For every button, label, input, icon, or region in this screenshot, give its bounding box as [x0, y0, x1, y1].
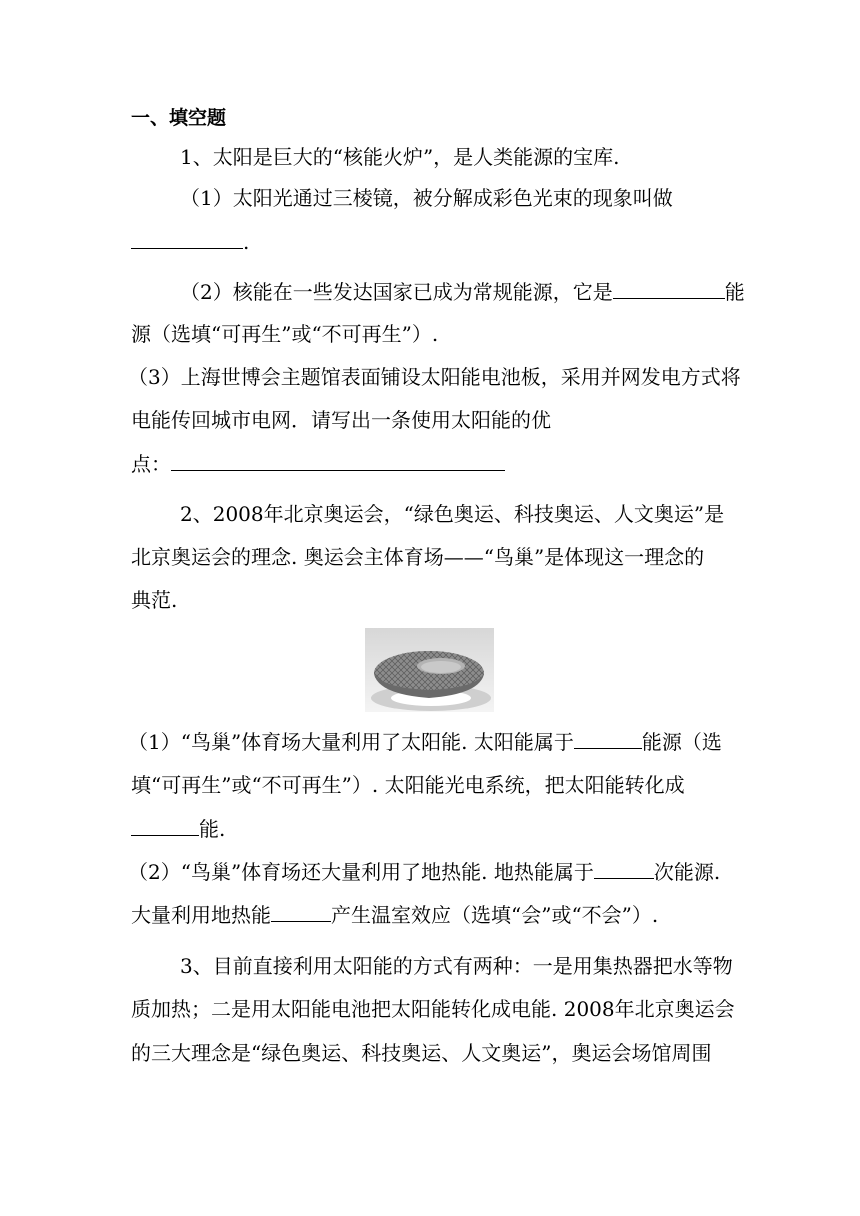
- section-title: 一、填空题: [131, 107, 227, 129]
- q1-part2-text: （2）核能在一些发达国家已成为常规能源，它是: [180, 280, 613, 304]
- q1-part2-line2: 源（选填“可再生”或“不可再生”）.: [131, 322, 439, 346]
- q2-part2-line2-text-end: 产生温室效应（选填“会”或“不会”）.: [331, 903, 659, 927]
- q2-part2-text-end: 次能源.: [653, 860, 721, 884]
- q1-part3-line1: （3）上海世博会主题馆表面铺设太阳能电池板，采用并网发电方式将: [128, 365, 741, 389]
- period-text: .: [243, 230, 250, 254]
- q2-line1: 2、2008年北京奥运会，“绿色奥运、科技奥运、人文奥运”是: [180, 502, 725, 526]
- answer-blank[interactable]: [613, 278, 725, 299]
- q1-part3-label: 点：: [131, 452, 171, 476]
- q2-part1-text: （1）“鸟巢”体育场大量利用了太阳能. 太阳能属于: [128, 730, 574, 754]
- q1-part3-line2: 电能传回城市电网．请写出一条使用太阳能的优: [131, 408, 551, 432]
- birds-nest-stadium-image: [365, 628, 494, 712]
- q1-part3-line3: [131, 450, 505, 478]
- q3-line2: 质加热；二是用太阳能电池把太阳能转化成电能. 2008年北京奥运会: [131, 997, 735, 1021]
- q2-part2-line2-text: 大量利用地热能: [131, 903, 271, 927]
- q3-line3: 的三大理念是“绿色奥运、科技奥运、人文奥运”，奥运会场馆周围: [131, 1041, 712, 1065]
- answer-blank[interactable]: [271, 901, 331, 922]
- answer-blank[interactable]: [131, 815, 199, 836]
- answer-blank[interactable]: [131, 228, 243, 249]
- q2-part2-text: （2）“鸟巢”体育场还大量利用了地热能. 地热能属于: [128, 860, 594, 884]
- q1-part1-line2: [131, 228, 249, 256]
- q2-line2: 北京奥运会的理念. 奥运会主体育场——“鸟巢”是体现这一理念的: [131, 545, 705, 569]
- q2-part1-text-end: 能源（选: [641, 730, 722, 754]
- q1-part2-text-end: 能: [724, 280, 745, 304]
- answer-blank[interactable]: [171, 450, 505, 471]
- q1-intro: 1、太阳是巨大的“核能火炉”，是人类能源的宝库.: [180, 145, 620, 169]
- q2-part1-line3-text: 能.: [199, 817, 226, 841]
- q2-part2-line1: [128, 858, 720, 886]
- q2-part1-line1: [128, 728, 722, 756]
- q1-part2-line1: [180, 278, 745, 306]
- q2-part1-line2: 填“可再生”或“不可再生”）. 太阳能光电系统，把太阳能转化成: [131, 773, 685, 797]
- q2-line3: 典范.: [131, 588, 178, 612]
- q2-part1-line3: [131, 815, 225, 843]
- answer-blank[interactable]: [574, 728, 642, 749]
- answer-blank[interactable]: [594, 858, 654, 879]
- q3-line1: 3、目前直接利用太阳能的方式有两种：一是用集热器把水等物: [180, 954, 733, 978]
- q1-part1-line1: （1）太阳光通过三棱镜，被分解成彩色光束的现象叫做: [180, 186, 673, 210]
- q2-part2-line2: [131, 901, 658, 929]
